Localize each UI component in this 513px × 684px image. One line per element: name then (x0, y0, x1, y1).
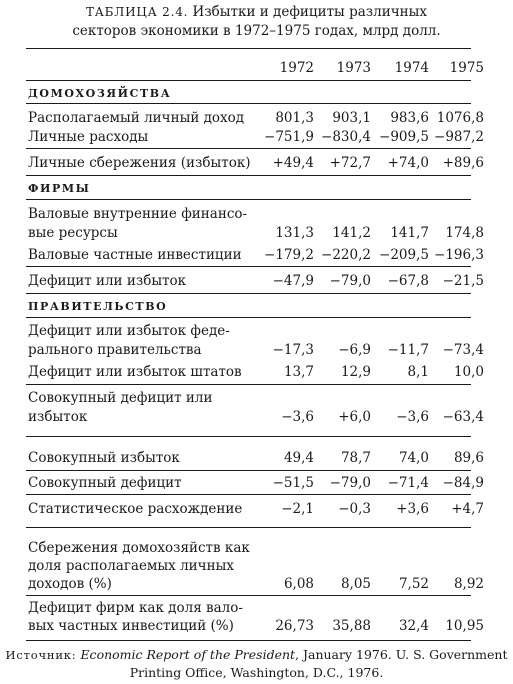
cell: 801,3 (275, 110, 314, 126)
cell: 903,1 (332, 110, 371, 126)
cell: 174,8 (445, 225, 484, 241)
cell: −220,2 (321, 247, 371, 263)
cell: −209,5 (379, 247, 429, 263)
cell: 983,6 (390, 110, 429, 126)
source-title: Economic Report of the President (80, 647, 296, 662)
cell: −79,0 (329, 273, 371, 289)
row-label: вых частных инвестиций (%) (28, 618, 234, 634)
col-header-1974: 1974 (394, 60, 429, 76)
cell: 1076,8 (436, 110, 484, 126)
source-text: , January 1976. U. S. Government (295, 647, 508, 662)
cell: −3,6 (396, 409, 429, 425)
section-households: ДОМОХОЗЯЙСТВА (28, 87, 172, 100)
cell: 78,7 (340, 450, 371, 466)
cell: −17,3 (272, 342, 314, 358)
cell: −71,4 (387, 475, 429, 491)
header-rule (26, 80, 471, 81)
row-label: Дефицит или избыток (28, 273, 187, 289)
cell: 26,73 (275, 618, 314, 634)
row-rule (26, 148, 471, 149)
cell: −21,5 (442, 273, 484, 289)
table-number: ТАБЛИЦА 2.4. (85, 5, 189, 19)
cell: +89,6 (442, 155, 484, 171)
cell: 10,0 (453, 364, 484, 380)
row-label: доходов (%) (28, 576, 112, 592)
row-label: Сбережения домохозяйств как (28, 540, 250, 556)
cell: −830,4 (321, 129, 371, 145)
row-label: Располагаемый личный доход (28, 110, 245, 126)
cell: −6,9 (338, 342, 371, 358)
cell: −987,2 (434, 129, 484, 145)
row-rule (26, 266, 471, 267)
cell: −909,5 (379, 129, 429, 145)
row-label: Совокупный избыток (28, 450, 180, 466)
source-line-1 (0, 646, 513, 664)
row-label: Личные расходы (28, 129, 149, 145)
cell: 6,08 (283, 576, 314, 592)
cell: 8,1 (407, 364, 429, 380)
title-text-1: Избытки и дефициты различных (192, 4, 427, 20)
cell: 7,52 (398, 576, 429, 592)
cell: −3,6 (281, 409, 314, 425)
col-header-1975: 1975 (449, 60, 484, 76)
row-label: доля располагаемых личных (28, 558, 234, 574)
cell: 32,4 (398, 618, 429, 634)
cell: 74,0 (398, 450, 429, 466)
section-rule (26, 436, 471, 437)
cell: −73,4 (442, 342, 484, 358)
cell: 49,4 (283, 450, 314, 466)
cell: −2,1 (281, 501, 314, 517)
section-rule (26, 293, 471, 294)
cell: 8,92 (453, 576, 484, 592)
row-label: Статистическое расхождение (28, 501, 243, 517)
row-label: Совокупный дефицит (28, 475, 182, 491)
row-rule (26, 494, 471, 495)
row-rule (26, 384, 471, 385)
cell: +49,4 (272, 155, 314, 171)
section-rule (26, 317, 471, 318)
cell: −751,9 (264, 129, 314, 145)
section-rule (26, 103, 471, 104)
cell: −67,8 (387, 273, 429, 289)
cell: +72,7 (329, 155, 371, 171)
row-label: Личные сбережения (избыток) (28, 155, 251, 171)
row-label: рального правительства (28, 342, 202, 358)
cell: 8,05 (340, 576, 371, 592)
row-label: Валовые внутренние финансо- (28, 206, 248, 222)
section-government: ПРАВИТЕЛЬСТВО (28, 300, 168, 313)
cell: 141,2 (332, 225, 371, 241)
title-line-1 (0, 3, 513, 22)
row-label: избыток (28, 409, 88, 425)
row-label: Дефицит или избыток феде- (28, 323, 230, 339)
cell: −51,5 (272, 475, 314, 491)
row-label: Совокупный дефицит или (28, 390, 213, 406)
row-label: Дефицит фирм как доля вало- (28, 600, 243, 616)
section-rule (26, 175, 471, 176)
row-label: вые ресурсы (28, 225, 118, 241)
cell: −196,3 (434, 247, 484, 263)
section-rule (26, 199, 471, 200)
row-label: Валовые частные инвестиции (28, 247, 242, 263)
cell: 35,88 (332, 618, 371, 634)
cell: −0,3 (338, 501, 371, 517)
cell: +3,6 (396, 501, 429, 517)
row-rule (26, 470, 471, 471)
top-rule (26, 48, 471, 49)
section-firms: ФИРМЫ (28, 182, 91, 195)
title-line-2: секторов экономики в 1972–1975 годах, млрд долл. (72, 23, 441, 39)
cell: −84,9 (442, 475, 484, 491)
cell: 10,95 (445, 618, 484, 634)
cell: +4,7 (451, 501, 484, 517)
bottom-rule (26, 640, 471, 641)
cell: 89,6 (453, 450, 484, 466)
cell: +6,0 (338, 409, 371, 425)
row-label: Дефицит или избыток штатов (28, 364, 242, 380)
row-rule (26, 595, 471, 596)
cell: 13,7 (283, 364, 314, 380)
cell: −47,9 (272, 273, 314, 289)
col-header-1973: 1973 (336, 60, 371, 76)
cell: +74,0 (387, 155, 429, 171)
cell: 12,9 (340, 364, 371, 380)
section-rule (26, 527, 471, 528)
cell: 141,7 (390, 225, 429, 241)
cell: −11,7 (387, 342, 429, 358)
table-title (0, 3, 513, 41)
source-label: Источник: (5, 648, 77, 662)
source-note (0, 646, 513, 681)
cell: 131,3 (275, 225, 314, 241)
cell: −63,4 (442, 409, 484, 425)
source-line-2: Printing Office, Washington, D.C., 1976. (129, 665, 384, 680)
col-header-1972: 1972 (279, 60, 314, 76)
cell: −79,0 (329, 475, 371, 491)
cell: −179,2 (264, 247, 314, 263)
